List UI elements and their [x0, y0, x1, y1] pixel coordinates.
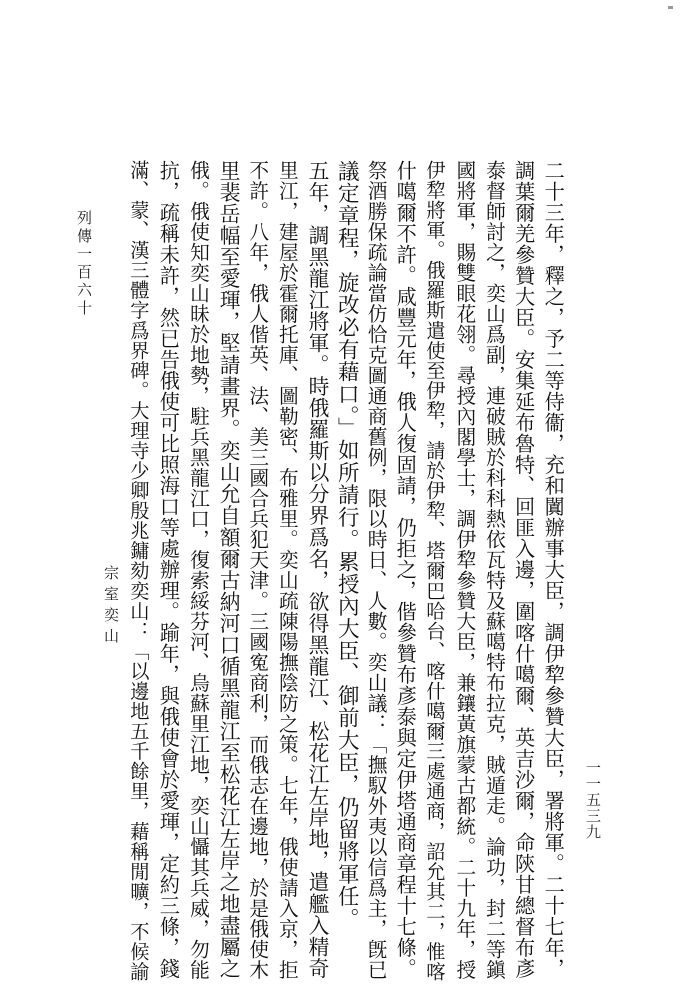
corner-mark: [668, 6, 673, 9]
text-column: 祭酒勝保疏論當仿恰克圖通商舊例，限以時日、人數。奕山議：「撫馭外夷以信爲主，旣已: [364, 160, 388, 981]
text-column: 不許。八年，俄人偕英、法、美三國合兵犯天津。三國寃商利，而俄志在邊地，於是俄使木: [245, 160, 269, 981]
text-column: 里裴岳幅至愛琿，堅請畫界。奕山允自額爾古納河口循黑龍江至松花江左岸之地盡屬之: [216, 160, 241, 980]
page-number: 一一五三九: [584, 760, 602, 840]
text-column: 什噶爾不許。咸豐元年，俄人復固請，仍拒之，偕參贊布彥泰與定伊塔通商章程十七條。: [393, 160, 418, 979]
text-column: 國將軍，賜雙眼花翎。尋授內閣學士，調伊犂參贊大臣，兼鑲黃旗蒙古都統。二十九年，授: [452, 160, 476, 981]
text-column: 二十三年，釋之，予二等侍衞，充和闐辦事大臣，調伊犂參贊大臣，署將軍。二十七年，: [541, 160, 566, 979]
text-column: 泰督師討之，奕山爲副，連破賊於科科熱依瓦特及蘇噶特布拉克，賊遁走。論功，封二等鎭: [482, 160, 506, 981]
text-column: 調葉爾羌參贊大臣。安集延布魯特、回匪入邊，圍喀什噶爾、英吉沙爾，命陝甘總督布彥: [511, 160, 536, 979]
text-column: 滿、蒙、漢三體字爲界碑。大理寺少卿殷兆鏞劾奕山：「以邊地五千餘里，藉稱閒曠，不候諭: [126, 160, 150, 982]
text-column: 議定章程，旋改必有藉口。」如所請行。累授內大臣、御前大臣，仍留將軍任。: [334, 160, 360, 930]
running-title: 列傳一百六十: [75, 210, 93, 318]
text-column: 抗，疏稱未許，然已告俄使可比照海口等處辦理。踰年，與俄使會於愛琿，定約三條，錢: [156, 160, 181, 979]
section-title: 宗室奕山: [102, 565, 120, 649]
text-column: 里江，建屋於霍爾托庫、圖勒密、布雅里。奕山疏陳陽撫陰防之策。七年，俄使請入京，拒: [275, 160, 299, 981]
text-column: 五年，調黑龍江將軍。時俄羅斯以分界爲名，欲得黑龍江、松花江左岸地，遣艦入精奇: [304, 160, 329, 980]
text-column: 伊犂將軍。俄羅斯遣使至伊犂，請於伊犂、塔爾巴哈台、喀什噶爾三處通商，詔允其二，惟喀: [422, 160, 446, 982]
text-column: 俄。俄使知奕山昧於地勢，駐兵黑龍江口，復索綏芬河、烏蘇里江地，奕山懾其兵威，勿能: [186, 160, 210, 981]
